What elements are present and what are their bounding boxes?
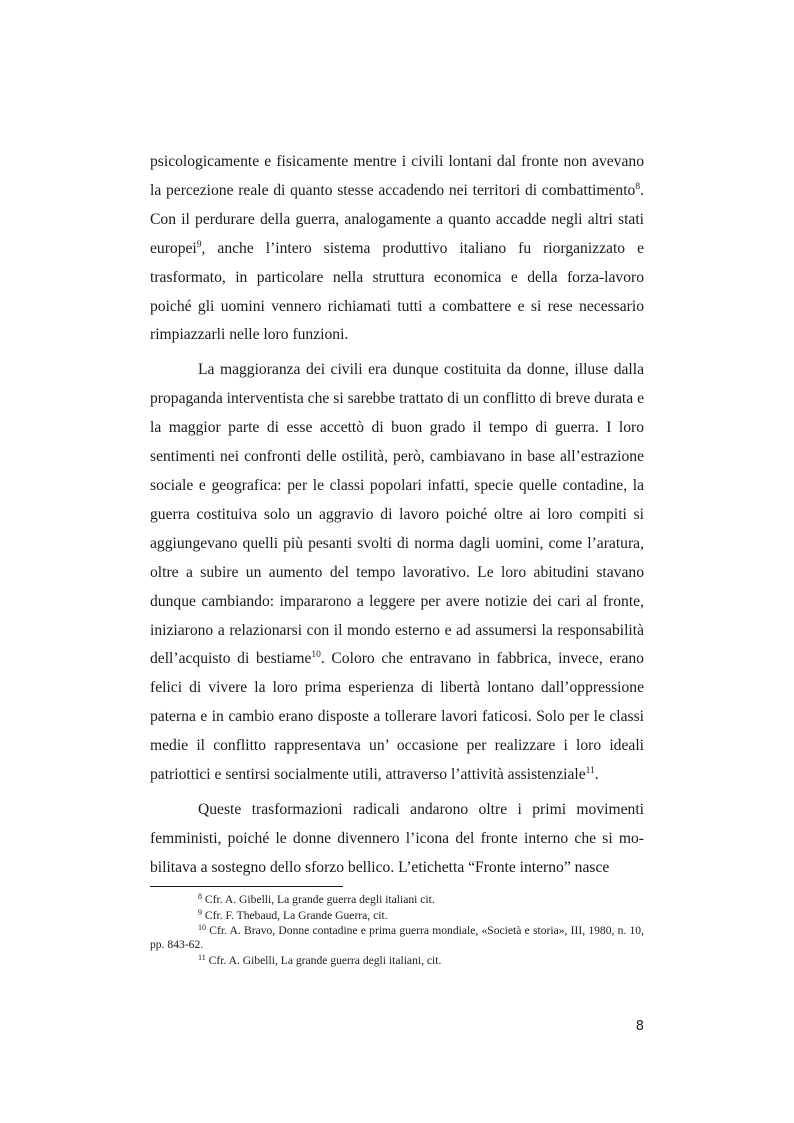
paragraph-2 [150, 356, 644, 790]
paragraph-text: , anche l’intero sistema produttivo italiano fu riorganizzato e trasformato, in particolare nella struttura economica e della forza-lavoro poiché gli uomini vennero richiamati tutti a combattere e si rese necessario rimpiazzarli nelle loro funzioni. [150, 239, 644, 344]
paragraph-text: . [594, 766, 599, 784]
footnote-10 [150, 924, 644, 952]
footnote-text: Cfr. A. Bravo, Donne contadine e prima guerra mondiale, «Società e storia», III, 1980, n. 10, pp. 843-62. [150, 924, 645, 951]
footnote-ref-8[interactable]: 8 [635, 181, 641, 192]
page-number: 8 [635, 1019, 644, 1034]
footnote-text: Cfr. F. Thebaud, La Grande Guerra, cit. [204, 908, 388, 922]
paragraph-text: psicologicamente e fisicamente mentre i civili lontani dal fronte non avevano la percezione reale di quanto stesse accadendo nei territori di combattimento [150, 153, 644, 199]
footnote-ref-11[interactable]: 11 [585, 766, 595, 777]
paragraph-text: . Con il perdurare della guerra, analogamente a quanto accadde negli altri stati europei [150, 181, 644, 257]
footnote-ref-9[interactable]: 9 [196, 239, 202, 250]
footnote-text: Cfr. A. Gibelli, La grande guerra degli italiani, cit. [208, 953, 442, 967]
footnote-number: 8 [198, 892, 202, 901]
paragraph-text: Queste trasformazioni radicali andarono oltre i primi movimenti femministi, poiché le donne divennero l’icona del fronte interno che si mobilitava a sostegno dello sforzo bellico. L’etichetta “Fronte interno” nasce [150, 800, 644, 876]
footnote-ref-10[interactable]: 10 [311, 650, 321, 661]
body-text [150, 148, 644, 883]
footnote-number: 10 [198, 923, 206, 932]
footnote-11 [150, 954, 644, 968]
footnote-text: Cfr. A. Gibelli, La grande guerra degli italiani cit. [204, 893, 435, 906]
paragraph-text: . Coloro che entravano in fabbrica, invece, erano felici di vivere la loro prima esperienza di libertà lontano dall’oppressione paterna e in cambio erano disposte a tollerare lavori faticosi. Solo per le classi medie il conflitto rappresentava un’ occasione per realizzare i loro ideali patriottici e sentirsi socialmente utili, attraverso l’attività assistenziale [150, 650, 644, 784]
footnote-9 [150, 909, 644, 923]
footnote-divider [150, 886, 343, 887]
paragraph-text: La maggioranza dei civili era dunque costituita da donne, illuse dalla propaganda interventista che si sarebbe trattato di un conflitto di breve durata e la maggior parte di esse accettò di buon grado il tempo di guerra. I loro sentimenti nei confronti delle ostilità, però, cambiavano in base all’estrazione sociale e geografica: per le classi popolari infatti, specie quelle contadine, la guerra costituiva solo un aggravio di lavoro poiché oltre ai loro compiti si aggiungevano quelli più pesanti svolti di norma dagli uomini, come l’aratura, oltre a subire un aumento del tempo lavorativo. Le loro abitudini stavano dunque cambiando: impararono a leggere per avere notizie dei cari al fronte, iniziarono a relazionarsi con il mondo esterno e ad assumersi la responsabilità dell’acquisto di bestiame [150, 361, 644, 668]
footnotes [150, 893, 644, 969]
footnote-number: 11 [198, 952, 206, 962]
footnote-number: 9 [198, 907, 202, 917]
paragraph-1 [150, 148, 644, 350]
paragraph-3 [150, 796, 644, 883]
footnote-8 [150, 893, 644, 907]
